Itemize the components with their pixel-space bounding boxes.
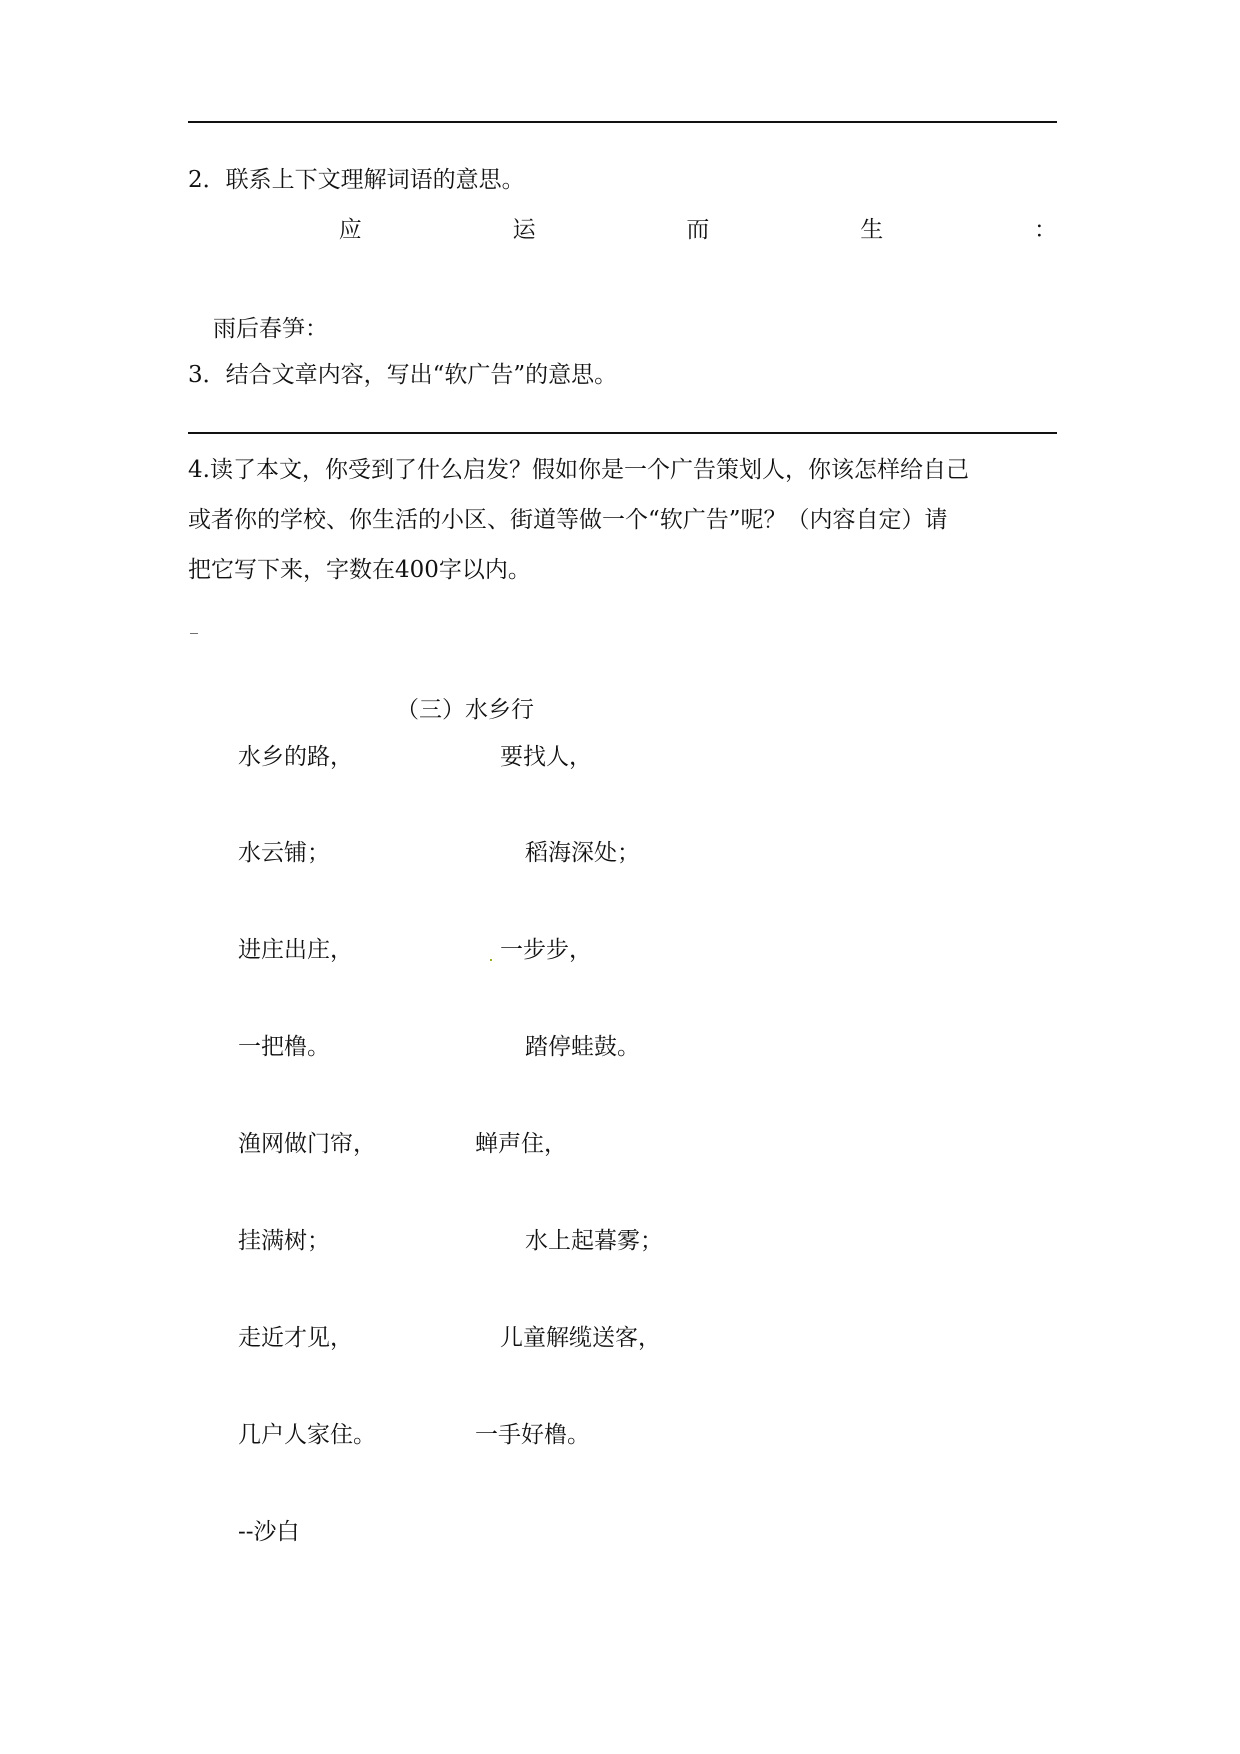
question-4-line-3: 把它写下来，字数在400字以内。 (188, 557, 531, 583)
term-char: ： (1033, 217, 1057, 243)
poem-right-line: 踏停蛙鼓。 (525, 1034, 640, 1060)
question-2-term-2: 雨后春笋： (213, 316, 328, 342)
question-2-title: 2．联系上下文理解词语的意思。 (188, 167, 525, 193)
poem-left-line: 渔网做门帘， (238, 1131, 376, 1157)
poem-left-line: 走近才见， (238, 1325, 353, 1351)
question-4-line-1: 4.读了本文，你受到了什么启发？假如你是一个广告策划人，你该怎样给自己 (188, 457, 969, 483)
poem-author: --沙白 (238, 1519, 300, 1545)
term-char: 应 (338, 217, 362, 243)
poem-right-line: 一手好橹。 (475, 1422, 590, 1448)
term-char: 而 (686, 217, 710, 243)
poem-left-line: 水云铺； (238, 840, 330, 866)
poem-left-line: 一把橹。 (238, 1034, 330, 1060)
question-2-term-1 (188, 215, 1057, 245)
poem-right-line: 稻海深处； (525, 840, 640, 866)
poem-title: （三）水乡行 (396, 697, 534, 723)
poem-left-line: 水乡的路， (238, 744, 353, 770)
poem-right-line: 要找人， (500, 744, 592, 770)
answer-line-top (188, 121, 1057, 123)
poem-left-line: 进庄出庄， (238, 937, 353, 963)
term-char: 生 (860, 217, 884, 243)
poem-right-line: 儿童解缆送客， (500, 1325, 661, 1351)
question-3-title: 3．结合文章内容，写出“软广告”的意思。 (188, 362, 618, 388)
poem-left-line: 几户人家住。 (238, 1422, 376, 1448)
question-4-line-2: 或者你的学校、你生活的小区、街道等做一个“软广告”呢？（内容自定）请 (188, 507, 948, 533)
poem-right-line: 一步步， (500, 937, 592, 963)
term-char: 运 (512, 217, 536, 243)
stray-dot (490, 959, 492, 961)
poem-right-line: 蝉声住， (475, 1131, 567, 1157)
question-4-answer-blank: _ (190, 615, 198, 634)
poem-right-line: 水上起暮雾； (525, 1228, 663, 1254)
answer-line-question-3 (188, 432, 1057, 434)
poem-left-line: 挂满树； (238, 1228, 330, 1254)
